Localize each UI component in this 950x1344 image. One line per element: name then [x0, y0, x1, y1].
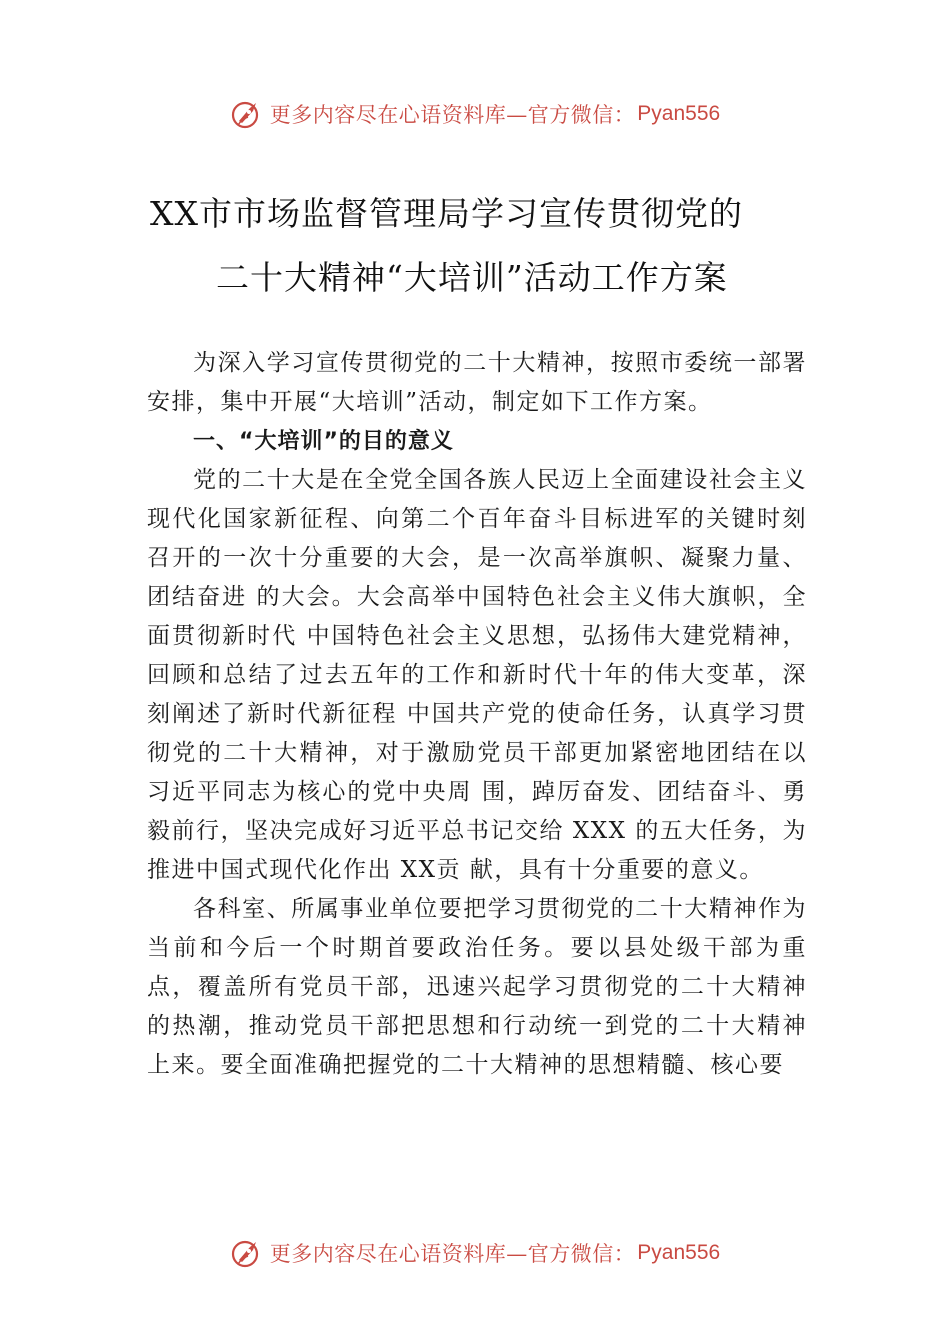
pen-nib-logo-icon [230, 97, 264, 131]
body-paragraph: 各科室、所属事业单位要把学习贯彻党的二十大精神作为当前和今后一个时期首要政治任务。要以县处级干部为重点，覆盖所有党员干部，迅速兴起学习贯彻党的二十大精神的热潮，推动党员干部把思想和行动统一到党的二十大精神上来。要全面准确把握党的二十大精神的思想精髓、核心要 [147, 896, 807, 1078]
bottom-watermark-banner [0, 1231, 950, 1275]
intro-paragraph: 为深入学习宣传贯彻党的二十大精神，按照市委统一部署安排，集中开展“大培训”活动，制定如下工作方案。 [147, 350, 807, 415]
document-title-line-1: XX市市场监督管理局学习宣传贯彻党的 [150, 194, 743, 233]
watermark-wechat-id: Pyan556 [637, 1241, 721, 1264]
document-title-line-2: 二十大精神“大培训”活动工作方案 [216, 258, 728, 297]
watermark-text: 更多内容尽在心语资料库—官方微信： [269, 1242, 636, 1266]
document-body [147, 344, 807, 1085]
pen-nib-logo-icon [230, 1236, 264, 1270]
top-watermark-banner [0, 92, 950, 136]
watermark-text: 更多内容尽在心语资料库—官方微信： [269, 103, 636, 127]
watermark-wechat-id: Pyan556 [637, 102, 721, 125]
body-paragraph: 党的二十大是在全党全国各族人民迈上全面建设社会主义 现代化国家新征程、向第二个百年奋斗目标进军的关键时刻召开的一次十分重要的大会，是一次高举旗帜、凝聚力量、团结奋进 的大会。大会高举中国特色社会主义伟大旗帜，全面贯彻新时代 中国特色社会主义思想，弘扬伟大建党精神，回顾和总结了过去五年的工作和新时代十年的伟大变革，深刻阐述了新时代新征程 中国共产党的使命任务，认真学习贯彻党的二十大精神，对于激励党员干部更加紧密地团结在以习近平同志为核心的党中央周 围，踔厉奋发、团结奋斗、勇毅前行，坚决完成好习近平总书记交给 XXX 的五大任务，为推进中国式现代化作出 XX贡 献，具有十分重要的意义。 [147, 467, 807, 883]
section-heading: 一、“大培训”的目的意义 [193, 429, 454, 454]
